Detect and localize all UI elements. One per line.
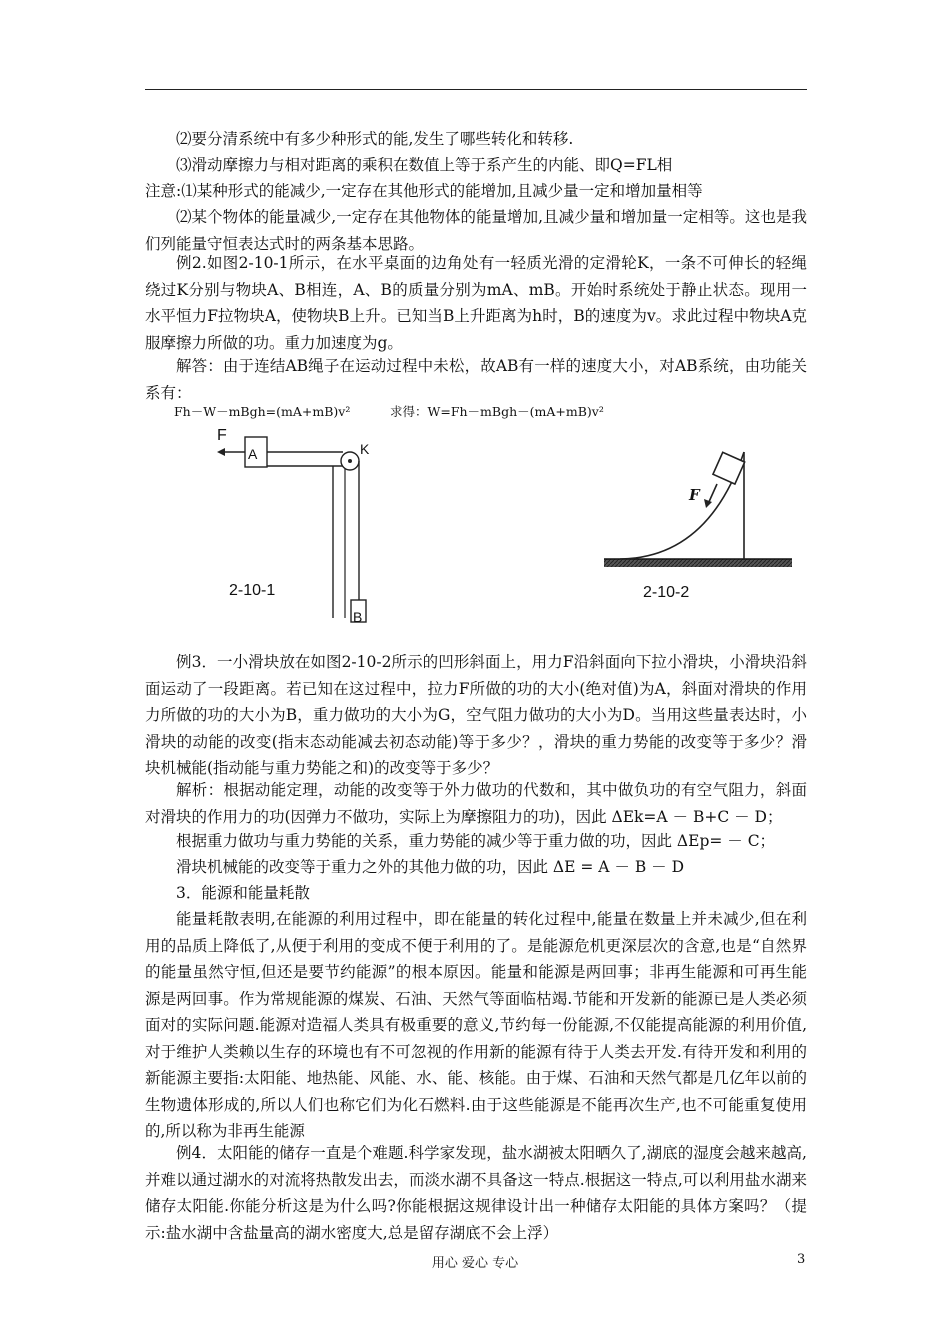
figure-1-caption: 2-10-1: [229, 582, 276, 599]
figure-1-label-f: F: [217, 427, 227, 444]
text-line-1: ⑵要分清系统中有多少种形式的能,发生了哪些转化和转移.: [176, 130, 574, 148]
analysis-3c: 滑块机械能的改变等于重力之外的其他力做的功，因此 ΔE = A － B － D: [176, 858, 684, 876]
equation-2: 求得：W=Fh－mBgh－(mA+mB)v²: [390, 404, 604, 419]
slope-force-arrow: [708, 484, 717, 504]
page-number: 3: [797, 1252, 806, 1267]
solution-2: 解答：由于连结AB绳子在运动过程中未松，故AB有一样的速度大小，对AB系统，由功能关系有：: [145, 357, 807, 402]
example-2: 例2.如图2-10-1所示，在水平桌面的边角处有一轻质光滑的定滑轮K，一条不可伸长的轻绳绕过K分别与物块A、B相连，A、B的质量分别为mA、mB。开始时系统处于静止状态。现用一水平恒力F拉物块A，使物块B上升。已知当B上升距离为h时，B的速度为v。求此过程中物块A克服摩擦力所做的功。重力加速度为g。: [145, 254, 807, 352]
equation-1: Fh－W－mBgh=(mA+mB)v²: [174, 404, 351, 419]
header-rule: [145, 89, 807, 90]
text-line-2: ⑶滑动摩擦力与相对距离的乘积在数值上等于系产生的内能、即Q=FL相: [176, 156, 673, 174]
ground: [604, 559, 792, 567]
figure-2-10-2: [598, 440, 798, 580]
figure-1-label-a: A: [248, 446, 258, 462]
example-3: 例3．一小滑块放在如图2-10-2所示的凹形斜面上，用力F沿斜面向下拉小滑块，小滑块沿斜面运动了一段距离。若已知在这过程中，拉力F所做的功的大小(绝对值)为A，斜面对滑块的作用力所做的功的大小为B，重力做功的大小为G，空气阻力做功的大小为D。当用这些量表达时，小滑块的动能的改变(指末态动能减去初态动能)等于多少？，滑块的重力势能的改变等于多少？滑块机械能(指动能与重力势能之和)的改变等于多少？: [145, 653, 807, 777]
figure-2-label-f: F: [689, 486, 700, 504]
analysis-3b: 根据重力做功与重力势能的关系，重力势能的减少等于重力做的功，因此 ΔEp= － C；: [176, 832, 776, 850]
energy-paragraph: 能量耗散表明,在能源的利用过程中，即在能量的转化过程中,能量在数量上并未减少,但在利用的品质上降低了,从便于利用的变成不便于利用的了。是能源危机更深层次的含意,也是“自然界的能量虽然守恒,但还是要节约能源”的根本原因。能量和能源是两回事；非再生能源和可再生能源是两回事。作为常规能源的煤炭、石油、天然气等面临枯竭.节能和开发新的能源已是人类必须面对的实际问题.能源对造福人类具有极重要的意义,节约每一份能源,不仅能提高能源的利用价值,对于维护人类赖以生存的环境也有不可忽视的作用新的能源有待于人类去开发.有待开发和利用的新能源主要指:太阳能、地热能、风能、水、能、核能。由于煤、石油和天然气都是几亿年以前的生物遗体形成的,所以人们也称它们为化石燃料.由于这些能源是不能再次生产,也不可能重复使用的,所以称为非再生能源: [145, 910, 807, 1140]
figure-1-label-b: B: [353, 609, 363, 625]
force-arrow-head: [217, 448, 225, 456]
figure-1-label-k: K: [360, 441, 370, 457]
text-line-4: ⑵某个物体的能量减少,一定存在其他物体的能量增加,且减少量和增加量一定相等。这也是我们列能量守恒表达式时的两条基本思路。: [145, 208, 807, 253]
analysis-3a: 解析：根据动能定理，动能的改变等于外力做功的代数和，其中做负功的有空气阻力，斜面对滑块的作用力的功(因弹力不做功，实际上为摩擦阻力的功)，因此 ΔEk=A － B+C － D；: [145, 781, 807, 826]
figure-2-caption: 2-10-2: [643, 584, 690, 601]
footer-center: 用心 爱心 专心: [431, 1256, 519, 1271]
example-4: 例4．太阳能的储存一直是个难题.科学家发现，盐水湖被太阳晒久了,湖底的湿度会越来越高,并难以通过湖水的对流将热散发出去，而淡水湖不具备这一特点.根据这一特点,可以利用盐水湖来储存太阳能.你能分析这是为什么吗?你能根据这规律设计出一种储存太阳能的具体方案吗？（提示:盐水湖中含盐量高的湖水密度大,总是留存湖底不会上浮）: [145, 1144, 807, 1242]
section-3-heading: 3．能源和能量耗散: [176, 884, 310, 902]
slider-block: [713, 452, 745, 484]
note-line: 注意:⑴某种形式的能减少,一定存在其他形式的能增加,且减少量一定和增加量相等: [145, 182, 703, 200]
